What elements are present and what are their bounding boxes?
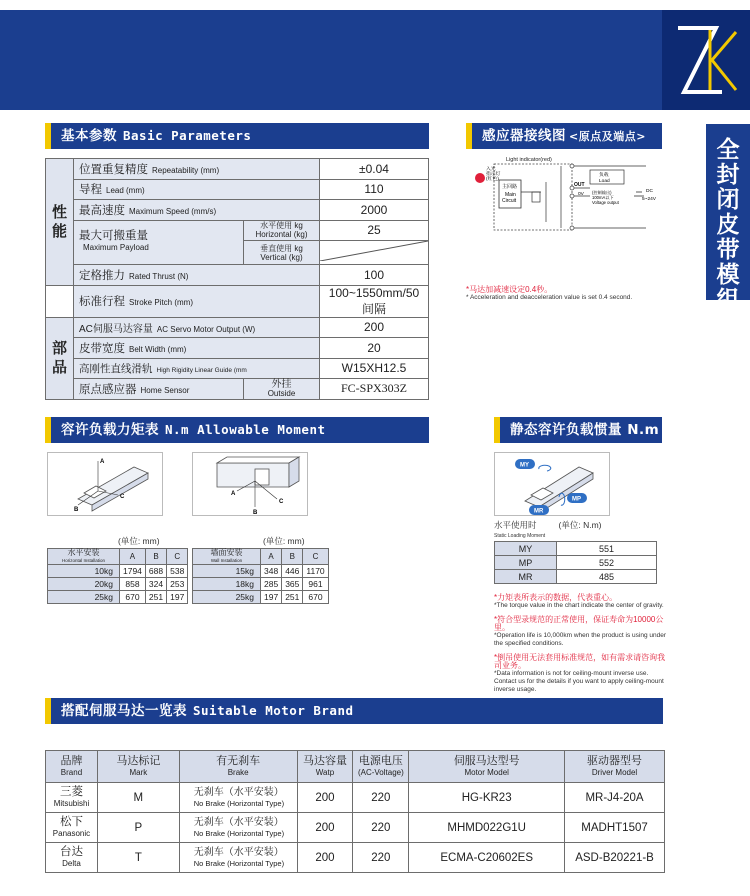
sensor-wiring-diagram [466,152,656,236]
inertia-figure [494,452,610,516]
table-row [46,379,429,400]
svg-text:OUT: OUT [574,182,585,188]
table-row: 25kg 670 251 197 [48,591,188,604]
sensor-header [466,123,662,149]
col-c: C [167,549,188,565]
moment-title-en: N.m Allowable Moment [165,422,326,437]
lamp-icon [475,173,485,183]
param-label: 皮带宽度 Belt Width (mm) [74,338,320,359]
param-label: 导程 Lead (mm) [74,179,320,200]
moment-title-zh: 容许负载力矩表 [61,422,159,438]
svg-text:DC: DC [646,189,653,194]
motor-model-cell: MHMD022G1U [409,813,565,843]
svg-text:Main: Main [505,192,516,198]
table-header-row [48,549,188,565]
inertia-note-en: *The torque value in the chart indicate the center of gravity. [494,602,664,609]
table-row [46,317,429,338]
param-label: 定格推力 Rated Thrust (N) [74,265,320,286]
table-row: MY 551 [495,542,657,556]
basic-title-zh: 基本参数 [61,128,117,144]
param-label: AC伺服马达容量 AC Servo Motor Output (W) [74,317,320,338]
sensor-indicator-label: Light indicator(red) [506,157,552,163]
inertia-title: 静态容许负载惯量 N.m [510,422,660,438]
param-value: 2000 [320,200,429,221]
horizontal-moment-table [47,548,188,604]
param-value: 20 [320,338,429,359]
diagonal-slash [320,241,428,261]
col-voltage: 电源电压 (AC-Voltage) [353,751,409,783]
col-b: B [282,549,303,565]
side-title [706,124,750,313]
param-label: 位置重复精度 Repeatability (mm) [74,159,320,180]
param-value: 100 [320,265,429,286]
col-brake: 有无刹车 Brake [179,751,297,783]
svg-text:A: A [231,491,236,497]
col-brand: 品牌 Brand [46,751,98,783]
inertia-note-zh: *符合型录规范的正常使用，保证寿命为10000公里。 [494,615,664,632]
svg-text:Circuit: Circuit [502,198,517,204]
table-row [46,179,429,200]
param-label: 标准行程 Stroke Pitch (mm) [74,285,320,317]
table-row: MR 485 [495,570,657,584]
sensor-note-en: * Acceleration and deacceleration value is set 0.4 second. [466,294,633,301]
svg-text:MP: MP [572,496,581,503]
wall-moment-table [192,548,329,604]
moment-unit-wall: (单位: mm) [263,536,305,546]
inertia-header [494,417,662,443]
inertia-note-zh: *倒吊使用无法套用标准规范，如有需求请咨询我司业务。 [494,653,666,670]
voltage-cell: 220 [353,843,409,873]
svg-text:入光: 入光 [486,167,496,172]
motor-model-cell: ECMA-C20602ES [409,843,565,873]
side-title-char: 全 [716,137,740,163]
group-parts: 部 品 [46,317,74,399]
zk-logo-icon [670,22,742,98]
brand-cell: 松下 Panasonic [46,813,98,843]
payload-vertical: 垂直使用 kg Vertical (kg) [244,241,320,265]
table-row: MP 552 [495,556,657,570]
driver-model-cell: ASD-B20221-B [565,843,665,873]
top-banner [0,10,750,110]
motor-title-zh: 搭配伺服马达一览表 [61,703,187,719]
svg-text:B: B [74,507,79,513]
param-value: 110 [320,179,429,200]
inertia-note-en: *Data information is not for ceiling-mount inverse use. Contact us for the details if you want to apply ceiling-mount inverse usage. [494,670,664,693]
payload-horizontal-value: 25 [320,220,429,241]
col-driver-model: 驱动器型号 Driver Model [565,751,665,783]
basic-params-header [45,123,429,149]
svg-text:负载: 负载 [599,173,609,178]
table-row: 10kg 1794 688 538 [48,565,188,578]
moment-unit-horizontal: (单位: mm) [118,536,160,546]
table-row [46,200,429,221]
brake-cell: 无刹车（水平安装） No Brake (Horizontal Type) [179,813,297,843]
voltage-cell: 220 [353,813,409,843]
table-row [46,843,665,873]
sensor-note [466,286,632,302]
col-b: B [145,549,166,565]
col-watt: 马达容量 Watp [297,751,353,783]
sensor-title: 感应器接线图 [482,128,566,144]
param-value: ±0.04 [320,159,429,180]
side-title-char: 闭 [716,187,740,213]
brand-cell: 台达 Delta [46,843,98,873]
inertia-head: 水平使用时 (单位: N.m) Static Loading Moment [494,520,602,539]
brake-cell: 无刹车（水平安装） No Brake (Horizontal Type) [179,783,297,813]
watt-cell: 200 [297,813,353,843]
col-c: C [303,549,328,565]
wall-moment-figure [192,452,308,516]
brake-cell: 无刹车（水平安装） No Brake (Horizontal Type) [179,843,297,873]
svg-text:0V: 0V [578,192,584,197]
wall-rail-illustration [193,453,309,517]
brand-cell: 三菱 Mitsubishi [46,783,98,813]
svg-text:C: C [279,499,284,505]
inertia-note-zh: *力矩表所表示的数据，代表重心。 [494,593,618,602]
wall-install-header: 墙面安装 Wall Installation [193,549,261,565]
payload-label: 最大可搬重量 Maximum Payload [74,220,244,265]
col-a: A [120,549,146,565]
mark-cell: T [97,843,179,873]
side-title-char: 组 [716,287,740,313]
inertia-notes [494,594,666,694]
param-value: 200 [320,317,429,338]
svg-text:C: C [120,494,125,500]
horizontal-rail-illustration [48,453,164,517]
horizontal-install-header: 水平安装 Horizontal Installation [48,549,120,565]
param-value: FC-SPX303Z [320,379,429,400]
sensor-title-paren: <原点及端点> [569,130,646,143]
watt-cell: 200 [297,783,353,813]
svg-text:MY: MY [520,462,529,469]
svg-text:MR: MR [534,508,544,515]
mark-cell: M [97,783,179,813]
table-row [46,338,429,359]
basic-title-en: Basic Parameters [123,128,252,143]
table-row: 15kg 348 446 1170 [193,565,329,578]
inertia-note-en: *Operation life is 10,000km when the product is using under the specified conditions. [494,632,666,647]
svg-text:A: A [100,459,105,465]
table-row [46,220,429,241]
param-label: 原点感应器 Home Sensor [74,379,244,400]
svg-text:主回路: 主回路 [502,184,518,190]
motor-table [45,750,665,873]
table-row [46,358,429,379]
table-header-row [46,751,665,783]
side-title-char: 皮 [716,212,740,238]
col-motor-model: 伺服马达型号 Motor Model [409,751,565,783]
svg-text:5~24V: 5~24V [642,197,656,202]
sensor-note-zh: *马达加减速设定0.4秒。 [466,285,553,294]
brand-logo [662,10,750,110]
param-label: 最高速度 Maximum Speed (mm/s) [74,200,320,221]
outside-label: 外挂 Outside [244,379,320,400]
group-spacer [46,285,74,317]
inertia-rail-illustration [495,453,611,517]
voltage-cell: 220 [353,783,409,813]
horizontal-moment-figure [47,452,163,516]
motor-model-cell: HG-KR23 [409,783,565,813]
table-header-row [193,549,329,565]
svg-text:Voltage output: Voltage output [592,200,619,205]
param-value: W15XH12.5 [320,358,429,379]
svg-text:100mA以下: 100mA以下 [592,195,614,200]
col-a: A [261,549,282,565]
svg-text:Load: Load [599,179,610,184]
payload-vertical-value [320,241,429,265]
driver-model-cell: MADHT1507 [565,813,665,843]
watt-cell: 200 [297,843,353,873]
table-row: 18kg 285 365 961 [193,578,329,591]
side-title-char: 带 [716,237,740,263]
table-row: 20kg 858 324 253 [48,578,188,591]
col-mark: 马达标记 Mark [97,751,179,783]
table-row [46,285,429,317]
svg-text:B: B [253,510,258,516]
table-row [46,265,429,286]
side-title-char: 封 [716,162,740,188]
table-row [46,813,665,843]
basic-params-table [45,158,429,400]
driver-model-cell: MR-J4-20A [565,783,665,813]
side-title-char: 模 [716,262,740,288]
table-row [46,783,665,813]
moment-header [45,417,429,443]
table-row: 25kg 197 251 670 [193,591,329,604]
group-performance: 性 能 [46,159,74,286]
payload-horizontal: 水平使用 kg Horizontal (kg) [244,220,320,241]
inertia-table [494,541,657,584]
param-label: 高刚性直线滑轨 High Rigidity Linear Guide (mm [74,358,320,379]
motor-title-en: Suitable Motor Brand [193,703,354,718]
svg-text:(红色): (红色) [486,177,499,182]
table-row [46,159,429,180]
mark-cell: P [97,813,179,843]
svg-text:(控制输出): (控制输出) [592,190,612,195]
param-value: 100~1550mm/50间隔 [320,285,429,317]
motor-header [45,698,663,724]
svg-text:指示灯: 指示灯 [486,172,501,177]
